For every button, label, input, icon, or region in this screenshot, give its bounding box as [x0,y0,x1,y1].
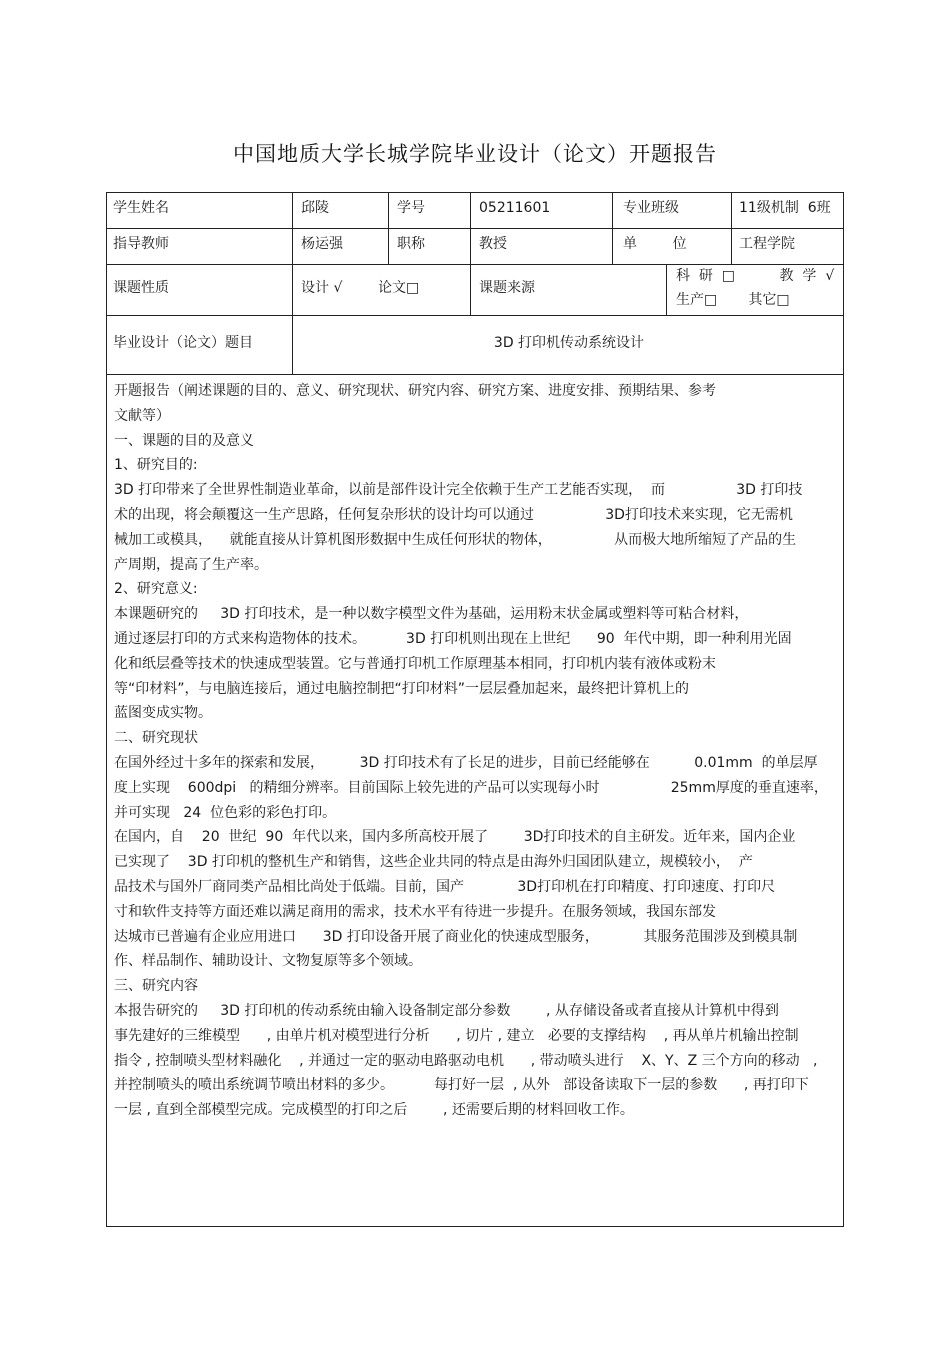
row-divider [107,228,843,229]
row-divider [107,374,843,375]
page-title: 中国地质大学长城学院毕业设计（论文）开题报告 [233,142,717,166]
major-class-value: 11级机制 6班 [739,200,831,216]
section-heading: 三、研究内容 [114,978,198,995]
student-name-label: 学生姓名 [113,200,169,216]
advisor-value: 杨运强 [301,236,343,252]
report-line: 本报告研究的 3D 打印机的传动系统由输入设备制定部分参数 , 从存储设备或者直接从计算机中得到 [114,1002,779,1019]
thesis-topic-value: 3D 打印机传动系统设计 [493,335,645,351]
advisor-label: 指导教师 [113,236,169,252]
subsection-heading: 1、研究目的: [114,457,198,474]
report-line: 寸和软件支持等方面还难以满足商用的需求，技术水平有待进一步提升。在服务领域，我国东部发 [114,903,716,920]
col-divider [612,193,613,264]
professional-title-value: 教授 [479,236,507,252]
report-line: 产周期，提高了生产率。 [114,556,268,573]
student-name-value: 邱陵 [301,200,329,216]
topic-source-line-2: 生产□ 其它□ [676,292,790,308]
professional-title-label: 职称 [397,236,425,252]
thesis-topic-label: 毕业设计（论文）题目 [113,335,253,351]
unit-value: 工程学院 [739,236,795,252]
report-line: 术的出现，将会颠覆这一生产思路，任何复杂形状的设计均可以通过 3D打印技术来实现，它无需机 [114,506,793,523]
report-line: 蓝图变成实物。 [114,705,212,722]
student-id-value: 05211601 [479,200,551,216]
report-line: 度上实现 600dpi 的精细分辨率。目前国际上较先进的产品可以实现每小时 25mm厚度的垂直速率， [114,779,828,796]
report-line: 文献等） [114,407,170,424]
report-line: 一层 , 直到全部模型完成。完成模型的打印之后 , 还需要后期的材料回收工作。 [114,1102,634,1119]
col-divider [731,193,732,264]
student-id-label: 学号 [397,200,425,216]
report-line: 在国外经过十多年的探索和发展， 3D 打印技术有了长足的进步，目前已经能够在 0.01mm 的单层厚 [114,754,818,771]
report-line: 事先建好的三维模型 , 由单片机对模型进行分析 , 切片 , 建立 必要的支撑结构 , 再从单片机输出控制 [114,1027,799,1044]
topic-source-line-1: 科 研 □ 教 学 √ [676,268,835,284]
topic-nature-label: 课题性质 [113,280,169,296]
report-line: 达城市已普遍有企业应用进口 3D 打印设备开展了商业化的快速成型服务， 其服务范围涉及到模具制 [114,928,798,945]
report-line: 指令 , 控制喷头型材料融化 , 并通过一定的驱动电路驱动电机 , 带动喷头进行 X、Y、Z 三个方向的移动 , [114,1052,818,1069]
report-line: 本课题研究的 3D 打印技术，是一种以数字模型文件为基础，运用粉末状金属或塑料等可粘合材料， [114,606,749,623]
report-line: 在国内，自 20 世纪 90 年代以来，国内多所高校开展了 3D打印技术的自主研发。近年来，国内企业 [114,829,796,846]
topic-source-label: 课题来源 [479,280,535,296]
row-divider [107,315,843,316]
col-divider [388,193,389,264]
section-heading: 二、研究现状 [114,730,198,747]
report-line: 并可实现 24 位色彩的彩色打印。 [114,804,337,821]
report-line: 通过逐层打印的方式来构造物体的技术。 3D 打印机则出现在上世纪 90 年代中期，即一种利用光固 [114,630,792,647]
report-line: 化和纸层叠等技术的快速成型装置。它与普通打印机工作原理基本相同，打印机内装有液体或粉末 [114,655,716,672]
report-line: 开题报告（阐述课题的目的、意义、研究现状、研究内容、研究方案、进度安排、预期结果、参考 [114,383,716,399]
topic-nature-value: 设计 √ 论文□ [301,280,420,296]
report-line: 作、样品制作、辅助设计、文物复原等多个领域。 [114,953,422,970]
section-heading: 一、课题的目的及意义 [114,432,254,449]
report-line: 等“印材料”，与电脑连接后，通过电脑控制把“打印材料”一层层叠加起来，最终把计算机上的 [114,680,690,697]
report-line: 3D 打印带来了全世界性制造业革命，以前是部件设计完全依赖于生产工艺能否实现， 而 3D 打印技 [114,482,803,499]
report-line: 已实现了 3D 打印机的整机生产和销售，这些企业共同的特点是由海外归国团队建立，规模较小， 产 [114,854,753,871]
proposal-form-table [106,192,844,1227]
col-divider [666,264,667,315]
report-body [114,379,836,1123]
report-line: 并控制喷头的喷出系统调节喷出材料的多少。 每打好一层 , 从外 部设备读取下一层的参数 , 再打印下 [114,1077,809,1094]
report-line: 械加工或模具， 就能直接从计算机图形数据中生成任何形状的物体， 从而极大地所缩短了产品的生 [114,531,797,548]
unit-label: 单 位 [623,236,687,252]
subsection-heading: 2、研究意义: [114,581,198,598]
major-class-label: 专业班级 [623,200,679,216]
report-line: 品技术与国外厂商同类产品相比尚处于低端。目前，国产 3D打印机在打印精度、打印速度、打印尺 [114,878,776,895]
col-divider [470,193,471,315]
row-divider [107,264,843,265]
